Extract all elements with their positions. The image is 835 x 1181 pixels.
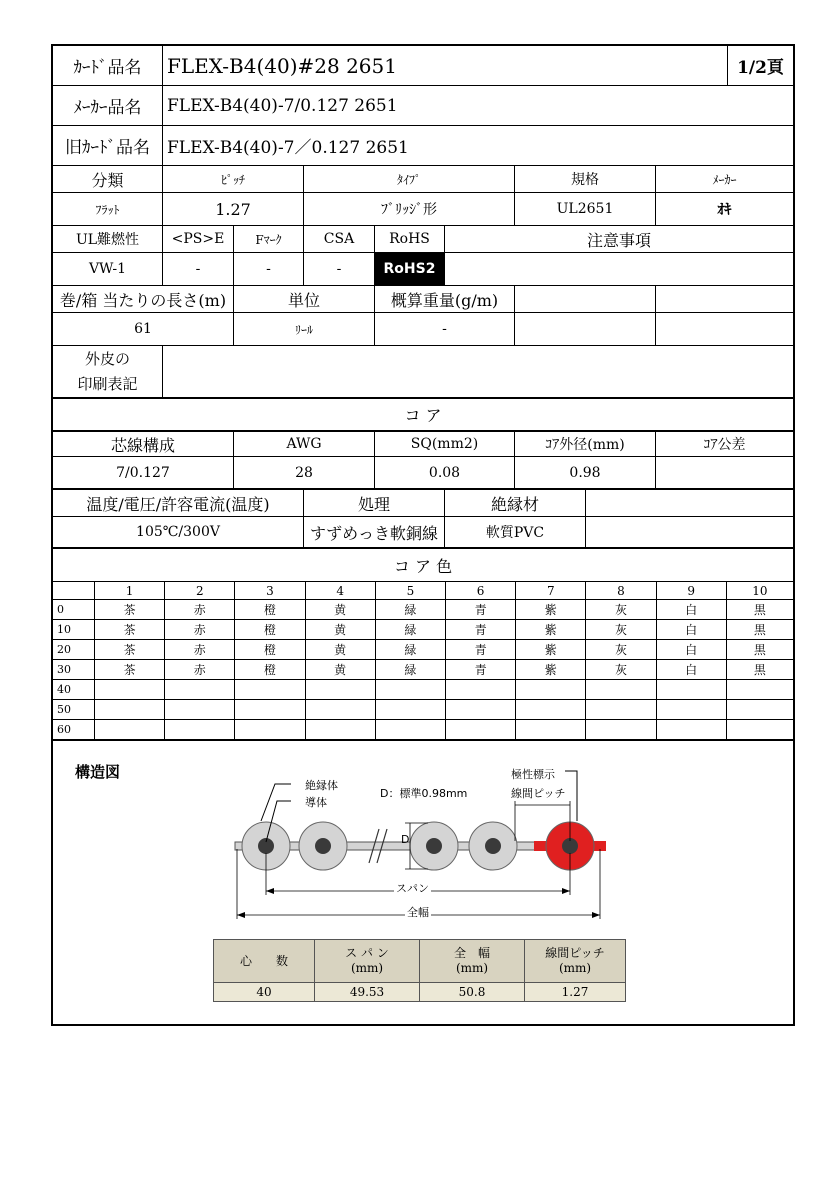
core-conductor: [315, 838, 331, 854]
core-color-cell: [516, 720, 586, 739]
core-color-cell: 茶: [95, 620, 165, 640]
pitch-header: [525, 940, 626, 983]
core-tolerance-label: ｺｱ公差: [656, 432, 793, 457]
old-card-name-label: 旧ｶｰﾄﾞ品名: [53, 126, 163, 166]
insulation-value: 軟質PVC: [445, 517, 586, 549]
card-name: FLEX-B4(40)#28 2651: [163, 46, 728, 86]
width-arrow-left: [237, 912, 245, 918]
core-color-cell: 黒: [727, 640, 793, 660]
conductor-label: 導体: [305, 796, 327, 809]
ul-value: VW-1: [53, 253, 163, 286]
core-color-cell: [516, 680, 586, 700]
core-color-column-header: 2: [165, 582, 235, 600]
class-label: 分類: [53, 166, 163, 193]
core-color-row-label: 60: [53, 720, 95, 739]
outer-print-value: [163, 346, 793, 399]
core-color-column-header: 8: [586, 582, 656, 600]
type-value: ﾌﾞﾘｯｼﾞ形: [304, 193, 515, 226]
core-color-cell: 赤: [165, 620, 235, 640]
core-color-cell: 灰: [586, 640, 656, 660]
span-arrow-left: [266, 888, 274, 894]
core-color-column-header: 7: [516, 582, 586, 600]
maker-label: ﾒｰｶｰ: [656, 166, 793, 193]
width-header-text: 全 幅: [453, 946, 490, 960]
maker-name: FLEX-B4(40)-7/0.127 2651: [163, 86, 793, 126]
core-color-cell: [727, 680, 793, 700]
card-name-label: ｶｰﾄﾞ品名: [53, 46, 163, 86]
core-color-cell: [657, 680, 727, 700]
core-color-cell: 橙: [235, 640, 305, 660]
core-color-title: コ ア 色: [53, 549, 793, 582]
awg-value: 28: [234, 457, 375, 490]
core-color-cell: 黒: [727, 620, 793, 640]
core-color-corner: [53, 582, 95, 600]
span-header-unit: (mm): [350, 961, 384, 975]
core-color-cell: 青: [446, 620, 516, 640]
core-color-row-label: 10: [53, 620, 95, 640]
core-conductor: [485, 838, 501, 854]
pitch-value: 1.27: [163, 193, 304, 226]
core-color-column-header: 3: [235, 582, 305, 600]
core-color-cell: [586, 680, 656, 700]
ul-label: UL難燃性: [53, 226, 163, 253]
core-color-cell: [306, 700, 376, 720]
class-value: ﾌﾗｯﾄ: [53, 193, 163, 226]
d-mark: D: [401, 833, 410, 846]
core-color-cell: 黄: [306, 600, 376, 620]
sq-label: SQ(mm2): [375, 432, 515, 457]
core-color-cell: 青: [446, 660, 516, 680]
width-value: 50.8: [420, 983, 525, 1002]
core-color-cell: 灰: [586, 600, 656, 620]
core-color-cell: [95, 680, 165, 700]
core-od-value: 0.98: [515, 457, 656, 490]
core-color-cell: 緑: [376, 600, 446, 620]
core-color-cell: 茶: [95, 660, 165, 680]
blank-value-2: [656, 313, 793, 346]
core-color-cell: 橙: [235, 600, 305, 620]
core-color-cell: [165, 680, 235, 700]
core-structure-value: 7/0.127: [53, 457, 234, 490]
span-header-text: ス パ ン: [345, 946, 389, 960]
thermal-blank-value: [586, 517, 793, 549]
core-color-cell: [376, 700, 446, 720]
length-label: 巻/箱 当たりの長さ(m): [53, 286, 234, 313]
notes-value: [445, 253, 793, 286]
pitch-header-unit: (mm): [558, 961, 592, 975]
core-color-cell: 橙: [235, 620, 305, 640]
core-color-cell: [516, 700, 586, 720]
core-color-column-header: 10: [727, 582, 793, 600]
span-value: 49.53: [315, 983, 420, 1002]
core-color-cell: 緑: [376, 640, 446, 660]
core-color-column-header: 6: [446, 582, 516, 600]
core-color-cell: [376, 680, 446, 700]
core-color-cell: 紫: [516, 660, 586, 680]
rohs-label: RoHS: [375, 226, 445, 253]
core-color-cell: 赤: [165, 640, 235, 660]
temp-label: 温度/電圧/許容電流(温度): [53, 490, 304, 517]
blank-header-1: [515, 286, 656, 313]
core-color-cell: [446, 700, 516, 720]
core-color-cell: [165, 720, 235, 739]
core-color-cell: 黒: [727, 660, 793, 680]
core-color-cell: 白: [657, 620, 727, 640]
width-header-unit: (mm): [455, 961, 489, 975]
unit-value: ﾘｰﾙ: [234, 313, 375, 346]
awg-label: AWG: [234, 432, 375, 457]
core-color-cell: 緑: [376, 620, 446, 640]
sq-value: 0.08: [375, 457, 515, 490]
rohs-badge: RoHS2: [375, 253, 445, 286]
core-color-row-label: 30: [53, 660, 95, 680]
insulator-label: 絶縁体: [305, 779, 338, 792]
insulator-leader: [261, 784, 291, 821]
core-color-cell: 赤: [165, 600, 235, 620]
fmark-value: -: [234, 253, 304, 286]
d-standard-label: D：標準0.98mm: [380, 787, 468, 800]
core-color-column-header: 4: [306, 582, 376, 600]
core-color-column-header: 5: [376, 582, 446, 600]
core-color-cell: [235, 680, 305, 700]
unit-label: 単位: [234, 286, 375, 313]
cable-cross-section: [53, 741, 793, 931]
csa-label: CSA: [304, 226, 375, 253]
width-arrow-right: [592, 912, 600, 918]
process-value: すずめっき軟銅線: [304, 517, 445, 549]
notes-label: 注意事項: [445, 226, 793, 253]
weight-label: 概算重量(g/m): [375, 286, 515, 313]
core-color-cell: 黄: [306, 640, 376, 660]
core-color-cell: [446, 720, 516, 739]
cores-value: 40: [214, 983, 315, 1002]
width-label: 全幅: [407, 906, 429, 919]
dimension-table: [213, 939, 626, 1002]
span-arrow-right: [562, 888, 570, 894]
core-color-row-label: 0: [53, 600, 95, 620]
pse-value: -: [163, 253, 234, 286]
width-header: [420, 940, 525, 983]
core-tolerance-value: [656, 457, 793, 490]
core-color-cell: 茶: [95, 640, 165, 660]
core-color-cell: 黄: [306, 660, 376, 680]
polarity-label: 極性標示: [511, 768, 555, 781]
core-color-cell: 紫: [516, 620, 586, 640]
blank-value-1: [515, 313, 656, 346]
core-color-cell: [306, 680, 376, 700]
blank-header-2: [656, 286, 793, 313]
maker-value: ｵｷ: [656, 193, 793, 226]
core-color-cell: [657, 720, 727, 739]
core-color-cell: [727, 700, 793, 720]
core-color-cell: 灰: [586, 620, 656, 640]
core-color-row-label: 40: [53, 680, 95, 700]
core-color-cell: 白: [657, 640, 727, 660]
standard-label: 規格: [515, 166, 656, 193]
core-color-cell: [376, 720, 446, 739]
thermal-blank-header: [586, 490, 793, 517]
core-color-cell: 黄: [306, 620, 376, 640]
core-color-cell: [306, 720, 376, 739]
outer-print-label-line2: 印刷表記: [77, 374, 138, 393]
type-label: ﾀｲﾌﾟ: [304, 166, 515, 193]
core-color-row-label: 50: [53, 700, 95, 720]
pitch-header-text: 線間ピッチ: [545, 946, 605, 960]
structure-diagram: [53, 741, 793, 1026]
core-color-cell: [586, 700, 656, 720]
core-color-cell: [165, 700, 235, 720]
maker-name-label: ﾒｰｶｰ品名: [53, 86, 163, 126]
process-label: 処理: [304, 490, 445, 517]
core-color-table: [53, 582, 793, 741]
core-color-cell: 緑: [376, 660, 446, 680]
core-color-cell: [657, 700, 727, 720]
core-color-cell: [727, 720, 793, 739]
core-color-cell: [446, 680, 516, 700]
page-indicator: 1/2頁: [728, 46, 793, 86]
core-color-cell: [95, 720, 165, 739]
core-color-cell: 青: [446, 600, 516, 620]
csa-value: -: [304, 253, 375, 286]
core-color-cell: [95, 700, 165, 720]
polarity-leader: [565, 771, 577, 821]
core-color-column-header: 9: [657, 582, 727, 600]
length-value: 61: [53, 313, 234, 346]
pse-label: <PS>E: [163, 226, 234, 253]
core-section-title: コ ア: [53, 399, 793, 432]
old-card-name: FLEX-B4(40)-7／0.127 2651: [163, 126, 793, 166]
core-color-cell: 茶: [95, 600, 165, 620]
core-color-cell: 紫: [516, 600, 586, 620]
core-structure-label: 芯線構成: [53, 432, 234, 457]
cores-header: 心 数: [214, 940, 315, 983]
spec-sheet: [51, 44, 795, 1026]
standard-value: UL2651: [515, 193, 656, 226]
core-color-cell: 灰: [586, 660, 656, 680]
pitch-label: ﾋﾟｯﾁ: [163, 166, 304, 193]
insulation-label: 絶縁材: [445, 490, 586, 517]
span-header: [315, 940, 420, 983]
core-color-cell: [586, 720, 656, 739]
fmark-label: Fﾏｰｸ: [234, 226, 304, 253]
core-color-column-header: 1: [95, 582, 165, 600]
weight-value: -: [375, 313, 515, 346]
core-color-cell: 紫: [516, 640, 586, 660]
core-color-cell: 白: [657, 600, 727, 620]
outer-print-label-line1: 外皮の: [84, 349, 130, 368]
core-color-cell: 橙: [235, 660, 305, 680]
core-conductor: [426, 838, 442, 854]
span-label: スパン: [396, 882, 429, 895]
core-color-row-label: 20: [53, 640, 95, 660]
pitch-diagram-label: 線間ピッチ: [511, 787, 566, 800]
core-color-cell: [235, 700, 305, 720]
core-od-label: ｺｱ外径(mm): [515, 432, 656, 457]
core-color-cell: 黒: [727, 600, 793, 620]
core-color-cell: 青: [446, 640, 516, 660]
core-color-cell: 赤: [165, 660, 235, 680]
core-color-cell: [235, 720, 305, 739]
diagram-title: 構造図: [75, 763, 121, 781]
pitch-value-table: 1.27: [525, 983, 626, 1002]
core-color-cell: 白: [657, 660, 727, 680]
temp-value: 105℃/300V: [53, 517, 304, 549]
outer-print-label: [53, 346, 163, 399]
